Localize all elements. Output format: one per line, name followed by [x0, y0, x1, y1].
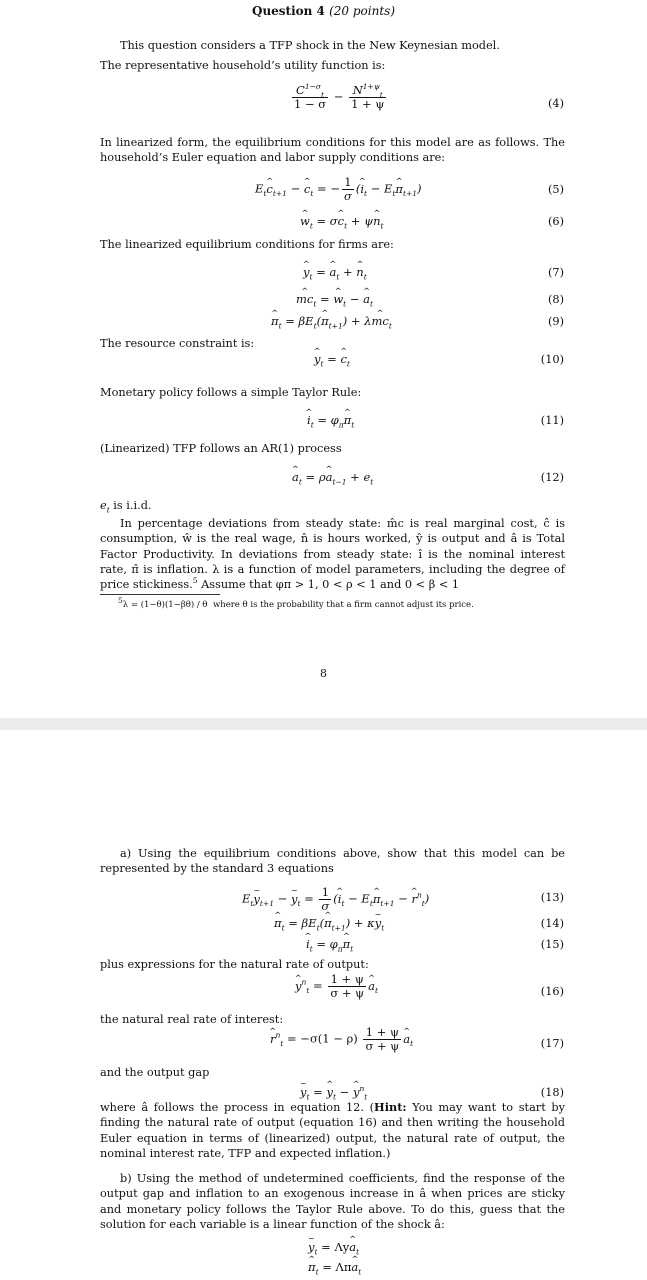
equation-9-number: (9) [547, 315, 564, 328]
natural-rate-label: the natural real rate of interest: [100, 1013, 284, 1026]
equation-8: ^ $mc_t$ = ^ $w_t$ − ^ $a_t$ [296, 292, 373, 307]
tfp-label: (Linearized) TFP follows an AR(1) process [100, 442, 342, 455]
guess-output-gap: ~ $y_t$ = Λy^ $a_t$ [308, 1240, 359, 1255]
iid-text: $e_t$ is i.i.d. [100, 499, 152, 515]
part-a-text: a) Using the equilibrium conditions above, show that this model can be represented by the standard 3 equations [100, 847, 565, 876]
equation-4: $\frac{C^{1-\sigma}_t}{1 - \sigma}$ − $\frac{N^{1+\psi}_t}{1 + \psi}$ [294, 82, 385, 111]
definitions-text: In percentage deviations from steady state: m̂c is real marginal cost, ĉ is consumption, ŵ is the real wage, n̂ is hours worked, ŷ is output and â is Total Factor Productivity. In deviations from steady state: î is the nominal interest rate, π̂ is inflation. λ is a function of model parameters, including the degree of price stickiness.$^5$ Assume that φπ > 1, 0 < ρ < 1 and 0 < β < 1 [100, 517, 565, 592]
page-number: 8 [320, 667, 327, 680]
equation-7-number: (7) [547, 266, 564, 279]
equation-8-number: (8) [547, 293, 564, 306]
equation-18-number: (18) [540, 1086, 564, 1099]
equation-12: ^ $a_t$ = ρ^ $a_{t-1} + e_t$ [292, 470, 373, 485]
equation-6-number: (6) [547, 215, 564, 228]
monetary-label: Monetary policy follows a simple Taylor Rule: [100, 386, 362, 399]
equation-10-number: (10) [540, 353, 564, 366]
guess-inflation: ^ $\pi_t$ = Λπ^ $a_t$ [308, 1260, 361, 1275]
firms-label: The linearized equilibrium conditions for firms are: [100, 238, 394, 251]
equation-14: ^ $\pi_t$ = $\beta E_t(\^{}$ $\pi_{t+1}$) + κ~ $y_t$ [274, 916, 384, 931]
equation-15: ^ $i_t$ = $\varphi_\pi\^{}$ $\pi_t$ [306, 937, 353, 952]
equation-11-number: (11) [540, 414, 564, 427]
footnote-rule [100, 594, 220, 595]
equation-6: ^ $w_t$ = σ^ $c_t$ + ψ^ $n_t$ [300, 214, 384, 229]
equation-15-number: (15) [540, 938, 564, 951]
equation-13-number: (13) [540, 891, 564, 904]
equation-16: ^ $y^n_t$ = $\frac{1 + \psi}{\sigma + \psi}$ ^ $a_t$ [295, 973, 378, 1000]
equation-4-number: (4) [547, 97, 564, 110]
equation-10: ^ $y_t$ = ^ $c_t$ [314, 352, 350, 367]
natural-output-label: plus expressions for the natural rate of output: [100, 958, 369, 971]
equation-12-number: (12) [540, 471, 564, 484]
equation-17: ^ $r^n_t = -\sigma(1 - \rho)$ $\frac{1 + \psi}{\sigma + \psi}$ ^ $a_t$ [270, 1026, 413, 1053]
output-gap-label: and the output gap [100, 1066, 210, 1079]
equation-14-number: (14) [540, 917, 564, 930]
equation-5-number: (5) [547, 183, 564, 196]
question-title: Question 4 (20 points) [251, 4, 396, 18]
equation-5: $E_t\^{}$ $c_{t+1}$ − ^ $c_t$ = − $\frac{1}{\sigma}$ (^ $i_t$ − $E_t\^{}$ $\pi_{t+1}$) [255, 176, 422, 203]
linearized-text: In linearized form, the equilibrium conditions for this model are as follows. The household’s Euler equation and labor supply conditions are: [100, 136, 565, 165]
equation-7: ^ $y_t$ = ^ $a_t$ + ^ $n_t$ [303, 265, 367, 280]
hint-text: where â follows the process in equation 12. (Hint: You may want to start by finding the natural rate of output (equation 16) and then writing the household Euler equation in terms of (linearized) output, the natural rate of output, the nominal interest rate, TFP and expected inflation.) [100, 1100, 565, 1160]
page-separator [0, 718, 647, 730]
utility-label: The representative household’s utility function is: [100, 59, 386, 72]
part-b-text: b) Using the method of undetermined coefficients, find the response of the output gap and inflation to an exogenous increase in â when prices are sticky and monetary policy follows the Taylor Rule above. To do this, guess that the solution for each variable is a linear function of the shock â: [100, 1172, 565, 1231]
equation-13: $E_t\sim$ $y_{t+1}$ − ~ $y_t$ = $\frac{1}{\sigma}$ (^ $i_t$ − $E_t\^{}$ $\pi_{t+1}$ − ^ $r^n_t$) [242, 886, 429, 913]
equation-18: ~ $y_t$ = ^ $y_t$ − ^ $y^n_t$ [300, 1085, 367, 1100]
equation-16-number: (16) [540, 985, 564, 998]
intro-text: This question considers a TFP shock in the New Keynesian model. [120, 39, 500, 52]
equation-9: ^ $\pi_t$ = $\beta E_t(\^{}$ $\pi_{t+1}$) + λ^ $mc_t$ [271, 314, 392, 329]
equation-17-number: (17) [540, 1037, 564, 1050]
footnote: $^5$λ = (1−θ)(1−βθ) / θ where θ is the probability that a firm cannot adjust its price. [118, 596, 474, 610]
equation-11: ^ $i_t$ = $\varphi_\pi\^{}$ $\pi_t$ [307, 413, 354, 428]
page-2 [0, 730, 647, 1280]
resource-label: The resource constraint is: [100, 337, 255, 350]
